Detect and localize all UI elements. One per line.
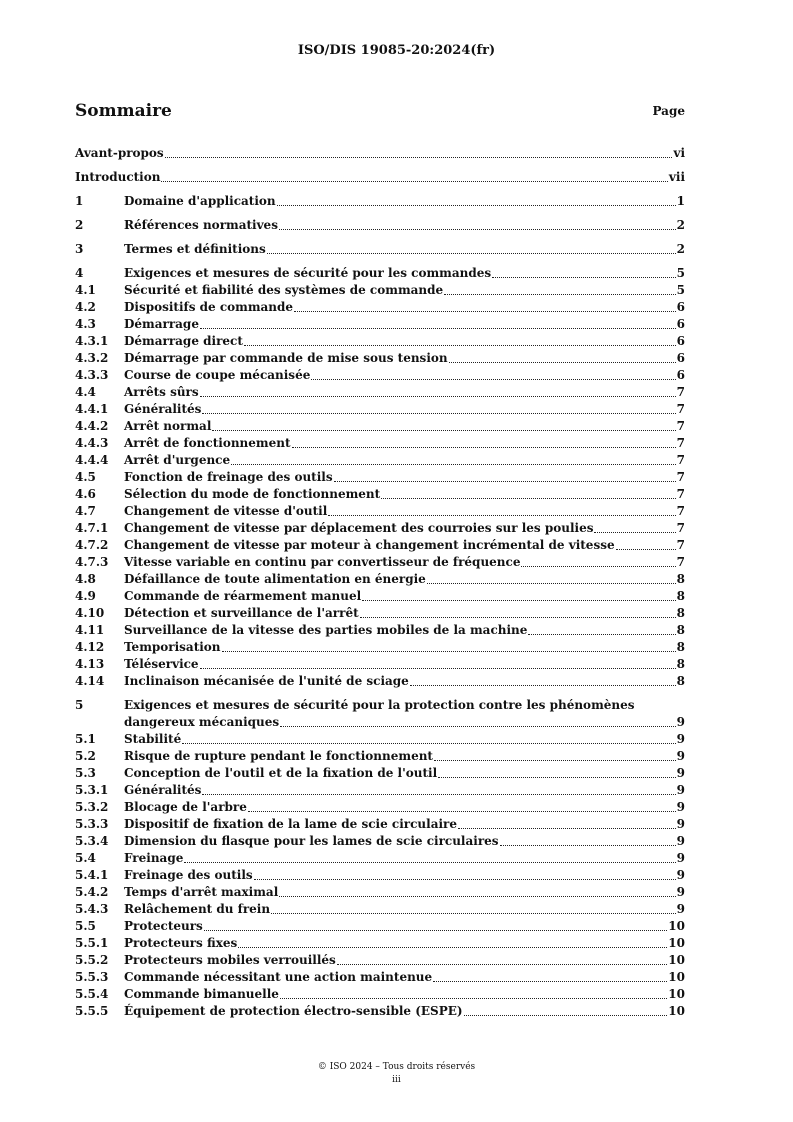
document-header: ISO/DIS 19085-20:2024(fr): [297, 43, 496, 58]
toc-entry-page: 9: [676, 766, 685, 780]
toc-entry-title: Avant-propos: [75, 146, 164, 160]
toc-entry-page: 8: [676, 623, 685, 637]
toc-entry-title: Vitesse variable en continu par convertisseur de fréquence: [124, 555, 521, 569]
table-of-contents: [75, 145, 685, 1020]
dot-leader: [200, 327, 676, 329]
dot-leader: [267, 252, 676, 254]
dot-leader: [280, 725, 676, 727]
toc-entry-page: 6: [676, 351, 685, 365]
dot-leader: [212, 429, 675, 431]
toc-entry[interactable]: [75, 367, 685, 384]
toc-entry-title: Démarrage direct: [124, 334, 243, 348]
toc-entry-title: Blocage de l'arbre: [124, 800, 247, 814]
toc-entry-page: 7: [676, 555, 685, 569]
toc-entry[interactable]: [75, 193, 685, 210]
dot-leader: [444, 293, 675, 295]
toc-entry[interactable]: [75, 241, 685, 258]
toc-entry-title-continued: dangereux mécaniques: [124, 715, 280, 729]
toc-entry[interactable]: [75, 622, 685, 639]
toc-entry-number: 5.3.4: [75, 834, 109, 848]
toc-entry-title: Relâchement du frein: [124, 902, 271, 916]
toc-entry-title: Exigences et mesures de sécurité pour la protection contre les phénomènes: [124, 698, 635, 712]
toc-entry-number: 4.7.3: [75, 555, 109, 569]
dot-leader: [238, 946, 667, 948]
toc-entry-title: Arrêt de fonctionnement: [124, 436, 291, 450]
toc-entry-title: Dispositif de fixation de la lame de scie circulaire: [124, 817, 457, 831]
toc-entry-page: 10: [668, 936, 685, 950]
toc-entry[interactable]: [75, 418, 685, 435]
toc-entry-title: Exigences et mesures de sécurité pour les commandes: [124, 266, 492, 280]
toc-entry-page: 6: [676, 317, 685, 331]
toc-entry-number: 4.1: [75, 283, 96, 297]
toc-entry-page: 9: [676, 817, 685, 831]
toc-entry[interactable]: [75, 486, 685, 503]
toc-entry-title: Généralités: [124, 402, 202, 416]
toc-entry-page: 9: [676, 783, 685, 797]
toc-entry-title: Risque de rupture pendant le fonctionnement: [124, 749, 433, 763]
toc-entry[interactable]: [75, 350, 685, 367]
toc-entry-number: 5.4.1: [75, 868, 109, 882]
toc-entry-number: 4.4.4: [75, 453, 109, 467]
toc-entry-page: 8: [676, 640, 685, 654]
toc-entry[interactable]: [75, 765, 685, 782]
toc-entry-page: 7: [676, 436, 685, 450]
toc-entry[interactable]: [75, 1003, 685, 1020]
toc-entry-number: 3: [75, 242, 84, 256]
toc-entry-number: 4.3.3: [75, 368, 109, 382]
toc-entry-number: 4.11: [75, 623, 105, 637]
toc-entry-number: 5.1: [75, 732, 96, 746]
page-footer: [0, 1061, 793, 1087]
toc-entry-page: 7: [676, 419, 685, 433]
page-number: iii: [392, 1075, 401, 1085]
toc-entry[interactable]: [75, 145, 685, 162]
dot-leader: [362, 599, 676, 601]
toc-entry[interactable]: [75, 816, 685, 833]
dot-leader: [280, 997, 667, 999]
dot-leader: [184, 861, 675, 863]
toc-entry-number: 5: [75, 698, 84, 712]
toc-entry-page: 10: [668, 953, 685, 967]
toc-entry-page: 1: [676, 194, 685, 208]
toc-entry-page: 2: [676, 218, 685, 232]
toc-entry[interactable]: [75, 169, 685, 186]
toc-entry-page: 10: [668, 1004, 685, 1018]
dot-leader: [492, 276, 676, 278]
dot-leader: [438, 776, 675, 778]
dot-leader: [464, 1014, 668, 1016]
dot-leader: [594, 531, 675, 533]
toc-entry[interactable]: [75, 935, 685, 952]
toc-entry-title: Surveillance de la vitesse des parties mobiles de la machine: [124, 623, 528, 637]
toc-entry-number: 5.5.1: [75, 936, 109, 950]
toc-entry-page: 7: [676, 470, 685, 484]
toc-entry[interactable]: [75, 673, 685, 690]
toc-entry[interactable]: [75, 571, 685, 588]
toc-entry-page: 7: [676, 402, 685, 416]
toc-entry-title: Dispositifs de commande: [124, 300, 294, 314]
dot-leader: [244, 344, 676, 346]
dot-leader: [521, 565, 675, 567]
toc-entry-title: Arrêt normal: [124, 419, 212, 433]
dot-leader: [458, 827, 676, 829]
toc-entry-number: 4.12: [75, 640, 105, 654]
toc-entry-number: 4.6: [75, 487, 96, 501]
copyright-notice: © ISO 2024 – Tous droits réservés: [317, 1062, 476, 1072]
toc-entry-number: 2: [75, 218, 84, 232]
toc-entry-title: Temporisation: [124, 640, 221, 654]
dot-leader: [200, 667, 676, 669]
toc-entry[interactable]: [75, 867, 685, 884]
dot-leader: [381, 497, 675, 499]
toc-entry-number: 1: [75, 194, 84, 208]
dot-leader: [222, 650, 676, 652]
toc-entry[interactable]: [75, 503, 685, 520]
toc-entry-title: Arrêt d'urgence: [124, 453, 231, 467]
toc-entry-number: 4.7: [75, 504, 96, 518]
toc-entry-number: 4.8: [75, 572, 96, 586]
toc-entry-title: Changement de vitesse par déplacement des courroies sur les poulies: [124, 521, 594, 535]
toc-entry-page: 7: [676, 453, 685, 467]
toc-entry-title: Domaine d'application: [124, 194, 276, 208]
toc-entry-number: 5.3.2: [75, 800, 109, 814]
toc-entry-page: 9: [676, 749, 685, 763]
toc-entry-title: Commande bimanuelle: [124, 987, 279, 1001]
toc-entry-page: 9: [676, 800, 685, 814]
toc-entry-number: 5.3: [75, 766, 96, 780]
toc-entry[interactable]: [75, 969, 685, 986]
toc-entry[interactable]: [75, 384, 685, 401]
dot-leader: [328, 514, 675, 516]
dot-leader: [616, 548, 676, 550]
toc-entry[interactable]: [75, 333, 685, 350]
toc-entry[interactable]: [75, 605, 685, 622]
toc-entry-number: 4.10: [75, 606, 105, 620]
dot-leader: [528, 633, 675, 635]
toc-entry-page: 8: [676, 674, 685, 688]
toc-entry-number: 5.4.2: [75, 885, 109, 899]
toc-entry[interactable]: [75, 850, 685, 867]
toc-entry-number: 4.4.1: [75, 402, 109, 416]
dot-leader: [254, 878, 676, 880]
toc-entry-page: 6: [676, 334, 685, 348]
toc-entry-page: 9: [676, 868, 685, 882]
toc-entry-title: Détection et surveillance de l'arrêt: [124, 606, 359, 620]
toc-entry[interactable]: [75, 799, 685, 816]
toc-entry-number: 4.14: [75, 674, 105, 688]
toc-entry[interactable]: [75, 588, 685, 605]
dot-leader: [410, 684, 676, 686]
toc-entry-page: 5: [676, 266, 685, 280]
dot-leader: [279, 228, 676, 230]
dot-leader: [294, 310, 676, 312]
toc-entry[interactable]: [75, 952, 685, 969]
toc-entry-page: 8: [676, 589, 685, 603]
toc-entry-number: 4.3.1: [75, 334, 109, 348]
toc-entry[interactable]: [75, 901, 685, 918]
dot-leader: [337, 963, 667, 965]
toc-entry-page: 6: [676, 300, 685, 314]
toc-entry-number: 4.4.2: [75, 419, 109, 433]
toc-entry[interactable]: [75, 833, 685, 850]
toc-entry-page: 2: [676, 242, 685, 256]
dot-leader: [434, 759, 676, 761]
toc-entry[interactable]: [75, 782, 685, 799]
toc-entry[interactable]: [75, 697, 685, 731]
dot-leader: [360, 616, 676, 618]
toc-entry-title: Dimension du flasque pour les lames de scie circulaires: [124, 834, 499, 848]
toc-entry-page: 9: [676, 902, 685, 916]
toc-entry-number: 5.4: [75, 851, 96, 865]
toc-entry-page: 8: [676, 572, 685, 586]
toc-entry[interactable]: [75, 282, 685, 299]
toc-entry[interactable]: [75, 918, 685, 935]
toc-entry-page: 9: [676, 885, 685, 899]
dot-leader: [182, 742, 675, 744]
toc-entry-page: 10: [668, 987, 685, 1001]
toc-entry-title: Arrêts sûrs: [124, 385, 199, 399]
toc-entry-page: 7: [676, 504, 685, 518]
dot-leader: [311, 378, 675, 380]
toc-entry-number: 4.4.3: [75, 436, 109, 450]
dot-leader: [202, 412, 675, 414]
dot-leader: [279, 895, 675, 897]
toc-title: Sommaire: [75, 101, 172, 121]
toc-entry-number: 4.7.2: [75, 538, 109, 552]
toc-entry-title: Équipement de protection électro-sensible (ESPE): [124, 1004, 463, 1018]
toc-entry-title: Sélection du mode de fonctionnement: [124, 487, 381, 501]
toc-entry-title: Téléservice: [124, 657, 199, 671]
toc-entry[interactable]: [75, 469, 685, 486]
toc-entry-title: Introduction: [75, 170, 161, 184]
toc-entry-title: Conception de l'outil et de la fixation de l'outil: [124, 766, 438, 780]
toc-entry[interactable]: [75, 435, 685, 452]
toc-entry-title: Freinage des outils: [124, 868, 253, 882]
toc-entry-number: 5.5: [75, 919, 96, 933]
toc-entry-number: 4.3: [75, 317, 96, 331]
toc-entry[interactable]: [75, 299, 685, 316]
toc-entry-page: 9: [676, 834, 685, 848]
toc-entry[interactable]: [75, 520, 685, 537]
toc-entry-title: Fonction de freinage des outils: [124, 470, 333, 484]
toc-entry-number: 4.7.1: [75, 521, 109, 535]
dot-leader: [433, 980, 667, 982]
toc-entry[interactable]: [75, 401, 685, 418]
toc-entry-number: 5.5.4: [75, 987, 109, 1001]
toc-entry-page: 7: [676, 538, 685, 552]
toc-entry-page: 7: [676, 385, 685, 399]
toc-entry[interactable]: [75, 639, 685, 656]
toc-entry-page: vi: [673, 146, 685, 160]
toc-entry-number: 5.3.1: [75, 783, 109, 797]
dot-leader: [500, 844, 676, 846]
toc-entry-title: Démarrage par commande de mise sous tension: [124, 351, 448, 365]
toc-entry-title: Changement de vitesse d'outil: [124, 504, 328, 518]
dot-leader: [161, 180, 667, 182]
toc-entry-page: 10: [668, 919, 685, 933]
toc-entry-number: 5.2: [75, 749, 96, 763]
toc-entry[interactable]: [75, 452, 685, 469]
toc-entry-page: 9: [676, 732, 685, 746]
toc-entry[interactable]: [75, 537, 685, 554]
toc-entry[interactable]: [75, 554, 685, 571]
dot-leader: [165, 156, 673, 158]
toc-entry-title: Démarrage: [124, 317, 199, 331]
toc-entry-number: 4.13: [75, 657, 105, 671]
toc-entry-page: 8: [676, 657, 685, 671]
toc-entry-page: 5: [676, 283, 685, 297]
dot-leader: [231, 463, 676, 465]
toc-entry-number: 5.4.3: [75, 902, 109, 916]
toc-entry[interactable]: [75, 656, 685, 673]
toc-entry-title: Généralités: [124, 783, 202, 797]
toc-entry-title: Références normatives: [124, 218, 278, 232]
toc-entry-title: Commande nécessitant une action maintenue: [124, 970, 433, 984]
dot-leader: [277, 204, 676, 206]
toc-entry-title: Inclinaison mécanisée de l'unité de sciage: [124, 674, 409, 688]
dot-leader: [204, 929, 667, 931]
toc-entry-page: 9: [676, 851, 685, 865]
toc-entry[interactable]: [75, 265, 685, 282]
dot-leader: [292, 446, 676, 448]
toc-page-label: Page: [652, 104, 685, 118]
toc-entry-title: Protecteurs mobiles verrouillés: [124, 953, 336, 967]
toc-entry-title: Termes et définitions: [124, 242, 266, 256]
toc-entry-page: vii: [668, 170, 685, 184]
toc-entry-page: 7: [676, 487, 685, 501]
toc-entry-title: Sécurité et fiabilité des systèmes de commande: [124, 283, 444, 297]
toc-entry-number: 5.5.3: [75, 970, 109, 984]
toc-entry-number: 4.4: [75, 385, 96, 399]
toc-entry[interactable]: [75, 986, 685, 1003]
toc-entry-title: Stabilité: [124, 732, 182, 746]
toc-entry-number: 4.9: [75, 589, 96, 603]
toc-entry[interactable]: [75, 731, 685, 748]
toc-entry[interactable]: [75, 217, 685, 234]
toc-entry[interactable]: [75, 884, 685, 901]
toc-entry-number: 4: [75, 266, 84, 280]
dot-leader: [427, 582, 676, 584]
dot-leader: [449, 361, 676, 363]
toc-entry-number: 4.3.2: [75, 351, 109, 365]
toc-entry-number: 5.5.5: [75, 1004, 109, 1018]
toc-entry-title: Défaillance de toute alimentation en énergie: [124, 572, 426, 586]
toc-entry-page: 10: [668, 970, 685, 984]
toc-entry-number: 4.5: [75, 470, 96, 484]
dot-leader: [248, 810, 676, 812]
toc-entry-title: Protecteurs fixes: [124, 936, 238, 950]
toc-entry[interactable]: [75, 316, 685, 333]
toc-entry-page: 9: [676, 715, 685, 729]
toc-entry-page: 8: [676, 606, 685, 620]
toc-entry-number: 5.5.2: [75, 953, 109, 967]
toc-entry-page: 7: [676, 521, 685, 535]
toc-entry-title: Changement de vitesse par moteur à changement incrémental de vitesse: [124, 538, 615, 552]
dot-leader: [271, 912, 676, 914]
toc-entry-title: Freinage: [124, 851, 184, 865]
toc-entry[interactable]: [75, 748, 685, 765]
toc-entry-title: Commande de réarmement manuel: [124, 589, 362, 603]
toc-entry-title: Protecteurs: [124, 919, 203, 933]
toc-entry-title: Temps d'arrêt maximal: [124, 885, 279, 899]
toc-entry-title: Course de coupe mécanisée: [124, 368, 311, 382]
toc-entry-number: 5.3.3: [75, 817, 109, 831]
toc-entry-page: 6: [676, 368, 685, 382]
dot-leader: [202, 793, 675, 795]
toc-entry-number: 4.2: [75, 300, 96, 314]
dot-leader: [334, 480, 676, 482]
dot-leader: [200, 395, 676, 397]
